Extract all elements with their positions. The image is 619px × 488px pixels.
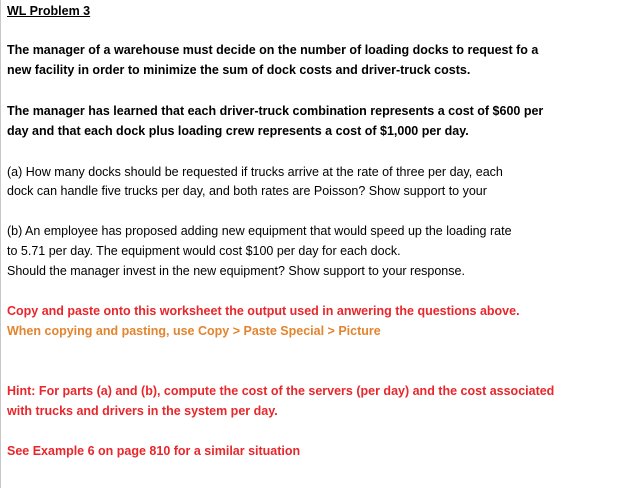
costs-line-2: day and that each dock plus loading crew represents a cost of $1,000 per day. (7, 124, 469, 138)
part-a-line-1: (a) How many docks should be requested if trucks arrive at the rate of three per day, each (7, 165, 503, 179)
hint-line-2: with trucks and drivers in the system per day. (7, 404, 278, 418)
part-b-line-3: Should the manager invest in the new equipment? Show support to your response. (7, 264, 465, 278)
intro-line-2: new facility in order to minimize the sum of dock costs and driver-truck costs. (7, 63, 471, 77)
example-reference: See Example 6 on page 810 for a similar situation (7, 444, 301, 458)
copy-paste-instruction: Copy and paste onto this worksheet the output used in anwering the questions above. (7, 304, 520, 318)
costs-line-1: The manager has learned that each driver-truck combination represents a cost of $600 per (7, 104, 544, 118)
part-b-line-2: to 5.71 per day. The equipment would cost $100 per day for each dock. (7, 244, 401, 258)
paste-special-instruction: When copying and pasting, use Copy > Paste Special > Picture (7, 324, 381, 338)
part-b-line-1: (b) An employee has proposed adding new equipment that would speed up the loading rate (7, 224, 512, 238)
hint-line-1: Hint: For parts (a) and (b), compute the cost of the servers (per day) and the cost associated (7, 384, 555, 398)
worksheet-title: WL Problem 3 (7, 4, 91, 18)
part-a-line-2: dock can handle five trucks per day, and both rates are Poisson? Show support to your (7, 184, 487, 198)
intro-line-1: The manager of a warehouse must decide on the number of loading docks to request fo a (7, 43, 539, 57)
